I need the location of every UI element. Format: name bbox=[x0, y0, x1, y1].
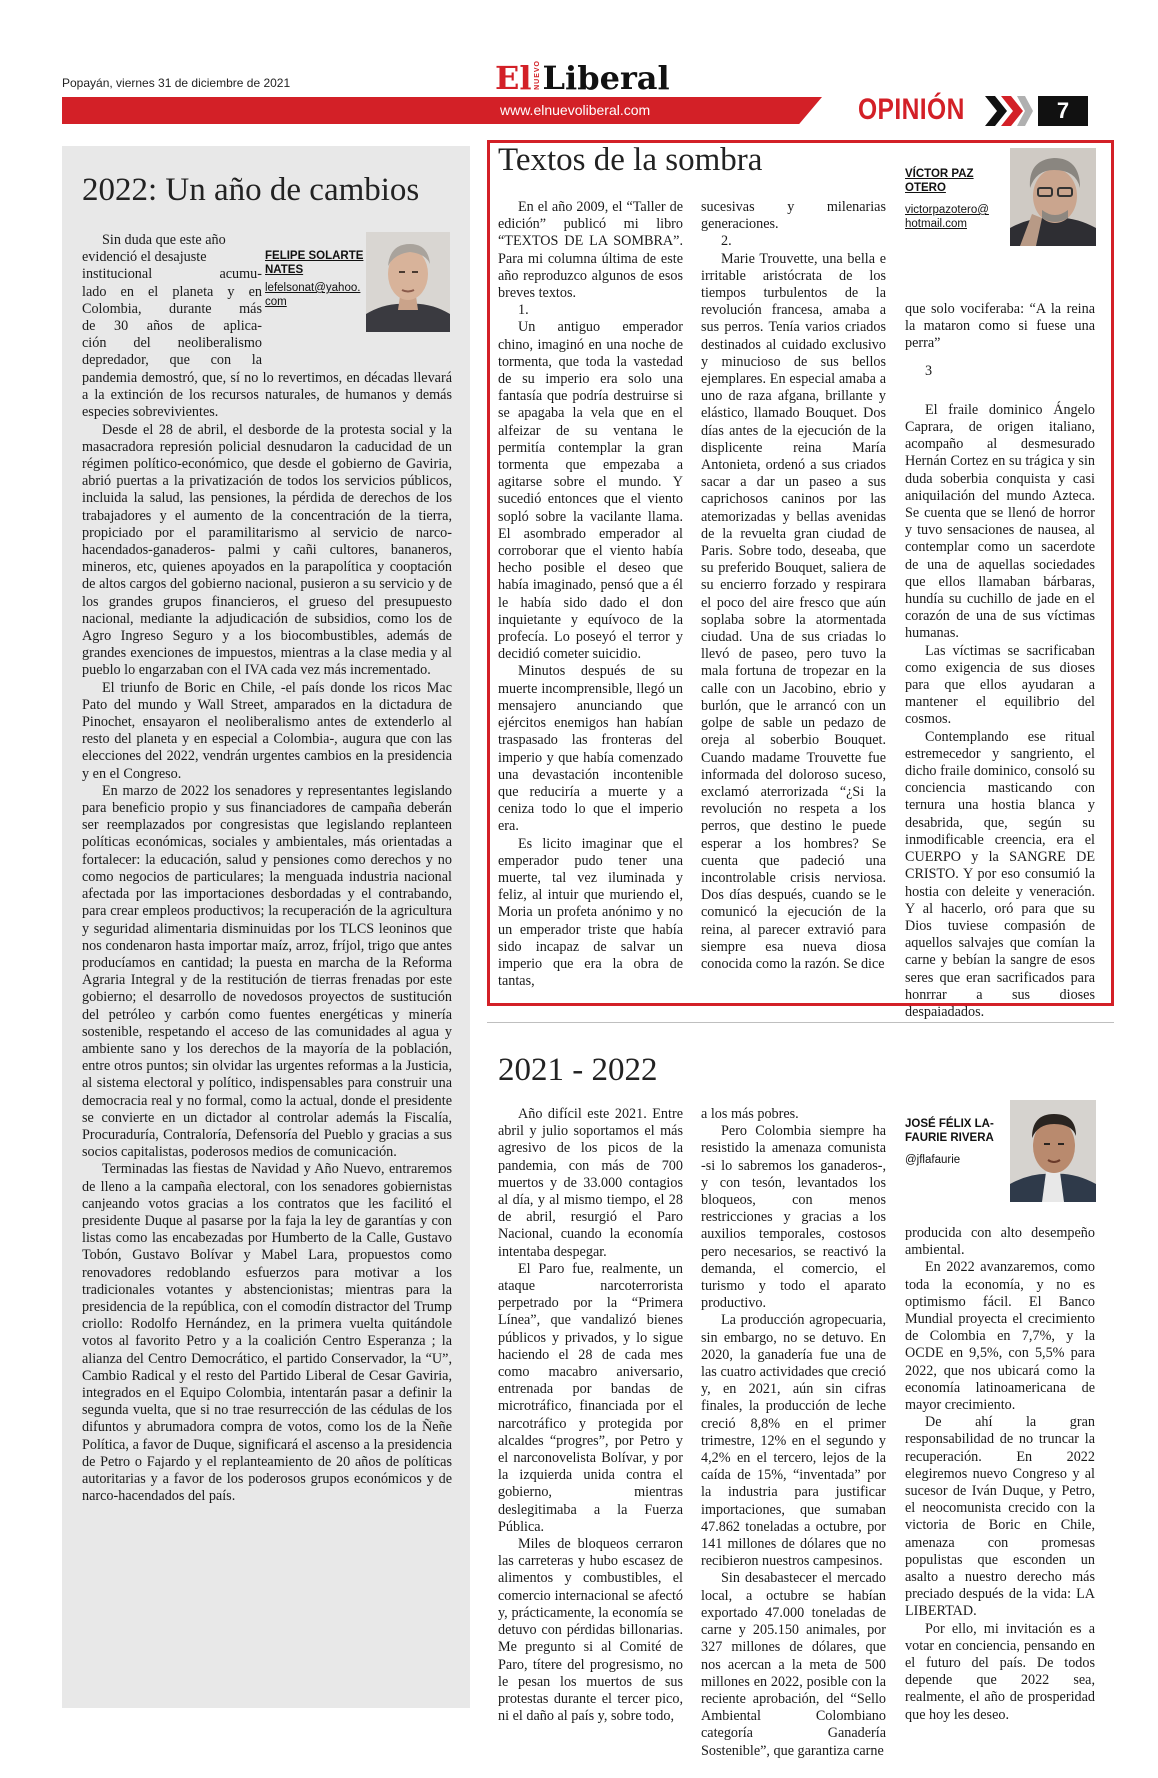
author-photo-icon bbox=[366, 232, 450, 332]
section-number: 1. bbox=[518, 302, 529, 319]
paragraph: producida con alto desempeño ambiental. bbox=[905, 1225, 1095, 1259]
paragraph: En marzo de 2022 los senadores y representantes legislando para beneficio propio y sus financiadores de campaña deberán ser reemplazados por congresistas que legislando replanteen políticas económicas, sociales y ambientales, más orientadas a fortalecer: la educación, salud y pensiones como derechos y no como negocios de particulares; la menguada industria nacional afectada por las importaciones desbordadas y el contrabando, para crear empleos productivos; la recuperación de la agricultura y seguridad alimentaria disminuidas por los TLCS leoninos que nos condenaron hasta importar maíz, arroz, fríjol, trigo que antes producíamos en cantidad; la puesta en marcha de la Reforma Agraria Integral y de la restitución de tierras frenadas por este gobierno; el desarrollo de novedosos proyectos de sustitución del petróleo y carbón como fuentes energéticas y minería sostenible, respetando el acceso de las comunidades al agua y ambiente sano y los derechos de la mayoría de la población, entre otros puntos; sin olvidar las urgentes reformas a la Justicia, al sistema electoral y político, indispensables para construir una democracia real y no formal, como la actual, donde el presidente se convierte en un dictador al controlar además la Fiscalía, Procuraduría, Contraloría, Defensoría del Pueblo y gracias a sus socios capitalistas, poderosos medios de comunicación. bbox=[82, 782, 452, 1161]
lead-line: Sin duda que este año bbox=[102, 232, 226, 248]
logo-nuevo: NUEVO bbox=[533, 60, 541, 90]
author-photo-icon bbox=[1010, 1100, 1096, 1202]
paragraph: Sin desabastecer el mercado local, a octubre se habían exportado 47.000 toneladas de carne y 205.150 animales, por 327 millones de dólares, que nos acercan a la meta de 500 millones en 2022, posible con la reciente aprobación, del “Sello Ambiental Colombiano categoría Ganadería Sostenible”, que garantiza carne bbox=[701, 1570, 886, 1759]
lead-line: lado en el planeta y en bbox=[82, 283, 262, 300]
page-number: 7 bbox=[1038, 96, 1088, 126]
newspaper-logo[interactable] bbox=[495, 59, 670, 97]
article-title-bottom: 2021 - 2022 bbox=[498, 1052, 658, 1088]
paragraph: a los más pobres. bbox=[701, 1106, 799, 1122]
logo-el: El bbox=[495, 59, 532, 97]
article-title-mid: Textos de la sombra bbox=[498, 142, 763, 178]
article-mid-col-1 bbox=[498, 199, 683, 990]
author-email[interactable]: victorpazotero@ bbox=[905, 204, 989, 216]
byline-left bbox=[265, 249, 365, 309]
author-handle[interactable]: @jflafaurie bbox=[905, 1154, 961, 1166]
article-bottom-col-2 bbox=[701, 1106, 886, 1760]
paragraph: La producción agropecuaria, sin embargo, no se detuvo. En 2020, la ganadería fue una de las cuatro actividades que creció y, en 2021, aún sin cifras finales, la producción de leche creció 8,8% en el primer trimestre, 12% en el segundo y 4,2% en el tercero, lejos de la caída de 15%, “inventada” por la industria para justificar importaciones, que sumaban 47.862 toneladas a octubre, por 141 millones de dólares que no recibieron nuestros campesinos. bbox=[701, 1312, 886, 1570]
author-name[interactable]: FAURIE RIVERA bbox=[905, 1132, 994, 1144]
author-email[interactable]: lefelsonat@yahoo.com bbox=[265, 282, 361, 308]
paragraph: De ahí la gran responsabilidad de no truncar la recuperación. En 2022 elegiremos nuevo Congreso y al sucesor de Iván Duque, y Petro, el neocomunista crecido con la victoria de Boric en Chile, amenaza con promesas populistas que esconden un asalto a nuestro derecho más preciado después de la vida: LA LIBERTAD. bbox=[905, 1414, 1095, 1620]
author-photo-icon bbox=[1010, 148, 1096, 246]
paragraph: Por ello, mi invitación es a votar en conciencia, pensando en el futuro del país. De todos depende que 2022 sea, realmente, el año de prosperidad que hoy les deseo. bbox=[905, 1620, 1095, 1723]
section-number: 3 bbox=[925, 362, 933, 379]
section-divider bbox=[487, 1022, 1114, 1023]
lead-line: ción del neoliberalismo bbox=[82, 335, 262, 352]
article-title-left: 2022: Un año de cambios bbox=[82, 172, 420, 208]
header-red-bar bbox=[62, 97, 822, 124]
paragraph: En 2022 avanzaremos, como toda la economía, y no es optimismo fácil. El Banco Mundial proyecta el crecimiento de Colombia en 7,7%, y la OCDE en 9,5%, con 5,5% para 2022, que nos ubicará como la economía latinoamericana de mayor crecimiento. bbox=[905, 1259, 1095, 1414]
paragraph: Marie Trouvette, una bella e irritable aristócrata de los tiempos turbulentos de la revolución francesa, amaba a sus perros. Tenía varios criados destinados al cuidado exclusivo y minucioso de sus bellos ejemplares. En especial amaba a uno de raza afgana, brillante y elástico, llamado Bouquet. Dos días antes de la ejecución de la displicente reina María Antonieta, ordenó a sus criados sacar a dar un paseo a sus caprichosos caninos por las atemorizadas y bellas avenidas de la revuelta gran ciudad de Paris. Sobre todo, deseaba, que su preferido Bouquet, saliera de su encierro forzado y respirara el poco del aire fresco que aún soplaba sobre la atormentada ciudad. Una de sus criadas lo llevó de paseo, pero tuvo la mala fortuna de tropezar en la calle con un Jacobino, ebrio y burlón, que le arrancó con un golpe de sable un pedazo de oreja al soberbio Bouquet. Cuando madame Trouvette fue informada del doloroso suceso, exclamó aterrorizada “¿Si la revolución no respeta a los perros, que destino le puede esperar a los hombres? Se cuenta que padeció una incontrolable crisis nerviosa. Dos días después, cuando se le comunicó la ejecución de la reina, al parecer extravió para siempre esa nueva diosa conocida como la razón. Se dice bbox=[701, 250, 886, 972]
article-mid-col-3 bbox=[905, 301, 1095, 1021]
paragraph: Minutos después de su muerte incomprensible, llegó un mensajero anunciando que ejércitos enemigos han habían traspasado las fronteras del imperio y que había comenzado una devastación incontenible que reduciría a muerte y a ceniza todo lo que el imperio era. bbox=[498, 663, 683, 835]
author-name[interactable]: VÍCTOR PAZ bbox=[905, 168, 974, 180]
section-title: OPINIÓN bbox=[858, 93, 965, 126]
paragraph: Año difícil este 2021. Entre abril y julio soportamos el más agresivo de los picos de la pandemia, con más de 700 muertos y de 33.000 contagios al día, y al mismo tiempo, el 28 de abril, resurgió el Paro Nacional, cuando la economía intentaba despegar. bbox=[498, 1106, 683, 1260]
website-url[interactable]: www.elnuevoliberal.com bbox=[500, 102, 651, 118]
author-name[interactable]: FELIPE SOLARTE NATES bbox=[265, 250, 364, 276]
section-number: 2. bbox=[721, 233, 732, 250]
paragraph: que solo vociferaba: “A la reina la mataron como si fuese una perra” bbox=[905, 301, 1095, 352]
paragraph: Desde el 28 de abril, el desborde de la protesta social y la masacradora represión policial desnudaron la caducidad de un régimen político-económico, que desde el gobierno de Gaviria, abrió puertas a la privatización de todos los servicios públicos, incluida la salud, las pensiones, la pérdida de derechos de los trabajadores y el aumento de la concentración de la tierra, propiciado por el paramilitarismo al servicio de narco-hacendados-ganaderos- palmi y cañi cultores, bananeros, mineros, etc, quienes apoyados en la parapolítica y cooptación de altos cargos del gobierno nacional, pusieron a su servicio y de los grandes grupos financieros, el grueso del presupuesto nacional, mediante la adjudicación de subsidios, como los de Agro Ingreso Seguro y a los biocombustibles, además de grandes exenciones de impuestos, mientras a la clase media y al pueblo lo engarzaban con el IVA cada vez más incrementado. bbox=[82, 421, 452, 679]
lead-line: de 30 años de aplica- bbox=[82, 318, 262, 335]
byline-bottom bbox=[905, 1117, 1015, 1167]
author-email[interactable]: hotmail.com bbox=[905, 218, 967, 230]
article-left-body bbox=[82, 370, 452, 1505]
paragraph: Contemplando ese ritual estremecedor y sangriento, el dicho fraile dominico, consoló su conciencia masticando con ternura una hostia blanca y desabrida, que, según su inmodificable creencia, era el CUERPO y la SANGRE DE CRISTO. Y por eso consumió la hostia con deleite y veneración. Y al hacerlo, oró para que su Dios tuviese compasión de aquellos salvajes que comían la carne y bebían la sangre de esos seres que eran sacrificados para honrrar a sus dioses despaiadados. bbox=[905, 728, 1095, 1020]
paragraph: sucesivas y milenarias generaciones. bbox=[701, 199, 886, 233]
lead-line: Colombia, durante más bbox=[82, 300, 262, 317]
byline-mid bbox=[905, 167, 1015, 231]
paragraph: Pero Colombia siempre ha resistido la amenaza comunista -si lo sabremos los ganaderos-, y con tesón, levantados los bloqueos, con menos restricciones y gracias a los auxilios temporales, costosos pero necesarios, se reactivó la demanda, el comercio, el turismo y todo el aparato productivo. bbox=[701, 1123, 886, 1312]
author-name[interactable]: OTERO bbox=[905, 182, 946, 194]
lead-line: evidenció el desajuste bbox=[82, 249, 207, 266]
article-bottom-col-1 bbox=[498, 1106, 683, 1725]
paragraph: Terminadas las fiestas de Navidad y Año Nuevo, entraremos de lleno a la campaña electoral, con los senadores gobiernistas canjeando votos gracias a los contratos que les facilitó el presidente Duque al pasarse por la faja la ley de garantías y con listas como las encabezadas por Humberto de la Calle, Gustavo Tobón, Gustavo Bolívar y Mabel Lara, propuestos como renovadores redoblando esfuerzos para motivar a los tradicionales votantes y abstencionistas; mientras para la presidencia de la república, con el comodín distractor del Trump criollo: Rodolfo Hernández, en la primera vuelta quitándole votos al favorito Petro y a la coalición Centro Esperanza ; la alianza del Centro Democrático, el partido Conservador, la “U”, Cambio Radical y el resto del Partido Liberal de Cesar Gaviria, integrados en el Equipo Colombia, intentarán pasar a definir la segunda vuelta, que si no trae resurrección de las cédulas de los difuntos y abrumadora compra de votos, como los de la Ñeñe Política, a favor de Duque, significará el ascenso a la presidencia de Petro o Fajardo y el replanteamiento de 20 años de políticas autoritarias y a favor de los poderosos grupos económicos y de narco-hacendados del país. bbox=[82, 1161, 452, 1505]
logo-liberal: Liberal bbox=[542, 59, 670, 97]
paragraph: Las víctimas se sacrificaban como exigencia de sus dioses para que ellos ayudaran a mantener el equilibrio del cosmos. bbox=[905, 642, 1095, 728]
article-bottom-col-3 bbox=[905, 1225, 1095, 1724]
paragraph: Miles de bloqueos cerraron las carreteras y hubo escasez de alimentos y combustibles, el comercio internacional se afectó y, prácticamente, la economía se detuvo con pérdidas billonarias. Me pregunto si al Comité de Paro, títere del progresismo, no le pesan los muertos de sus protestas durante el tercer pico, ni el daño al país y, sobre todo, bbox=[498, 1536, 683, 1725]
paragraph: El triunfo de Boric en Chile, -el país donde los ricos Mac Pato del mundo y Wall Street, amparados en la dictadura de Pinochet, ensayaron el neoliberalismo antes de extenderlo al resto del planeta y en especial a Colombia-, augura que con las elecciones del 2022, vendrán urgentes cambios en la presidencia y en el Congreso. bbox=[82, 679, 452, 782]
paragraph: pandemia demostró, que, sí no lo revertimos, en décadas llevará a la extinción de los recursos naturales, de humanos y demás especies sobrevivientes. bbox=[82, 370, 452, 421]
date-line: Popayán, viernes 31 de diciembre de 2021 bbox=[62, 76, 291, 90]
paragraph: Un antiguo emperador chino, imaginó en una noche de tormenta, que toda la vastedad de su imperio era solo una fantasía que podría destruirse si se apagaba la vela que en el alfeizar de su ventana le permitía contemplar la gran tormenta que empezaba a agitarse sobre el mundo. Y sucedió entonces que el viento sopló sobre la vacilante llama. El asombrado emperador al corroborar que el viento había hecho posible el deseo que había imaginado, pensó que a él le había sido dado el don inquietante y equívoco de la profecía. Lo poseyó el terror y decidió cometer suicidio. bbox=[498, 319, 683, 663]
paragraph: El Paro fue, realmente, un ataque narcoterrorista perpetrado por la “Primera Línea”, que vandalizó bienes públicos y privados, y lo sigue haciendo el 28 de cada mes como macabro aniversario, entrenada por bandas de microtráfico, financiada por el narcotráfico y protegida por alcaldes “progres”, por Petro y el narconovelista Bolívar, y por la izquierda unida contra el gobierno, mientras deslegitimaba a la Fuerza Pública. bbox=[498, 1260, 683, 1535]
author-name[interactable]: JOSÉ FÉLIX LA- bbox=[905, 1118, 994, 1130]
paragraph: El fraile dominico Ángelo Caprara, de origen italiano, acompaño al desmesurado Hernán Cortez en su trágica y sin duda soberbia conquista y casi aniquilación del mundo Azteca. Se cuenta que se llenó de horror y tuvo sensaciones de nausea, al contemplar como un sacerdote de una de aquellas sociedades que ellos llamaban bárbaras, hundía su cuchillo de jade en el corazón de una de sus víctimas humanas. bbox=[905, 401, 1095, 642]
lead-line: depredador, que con la bbox=[82, 352, 262, 369]
paragraph: En el año 2009, el “Taller de edición” publicó mi libro “TEXTOS DE LA SOMBRA”. Para mi columna última de este año reproduzco algunos de esos breves textos. bbox=[498, 199, 683, 302]
lead-line: institucional acumu- bbox=[82, 266, 262, 283]
article-left-lead bbox=[82, 232, 262, 370]
paragraph: Es licito imaginar que el emperador pudo tener una muerte, tal vez iluminada y feliz, al intuir que muriendo el, Moria un profeta anónimo y no un emperador triste que había sido incapaz de salvar un imperio que era la obra de tantas, bbox=[498, 835, 683, 990]
article-mid-col-2 bbox=[701, 199, 886, 973]
decorative-wedges-icon bbox=[985, 96, 1033, 126]
